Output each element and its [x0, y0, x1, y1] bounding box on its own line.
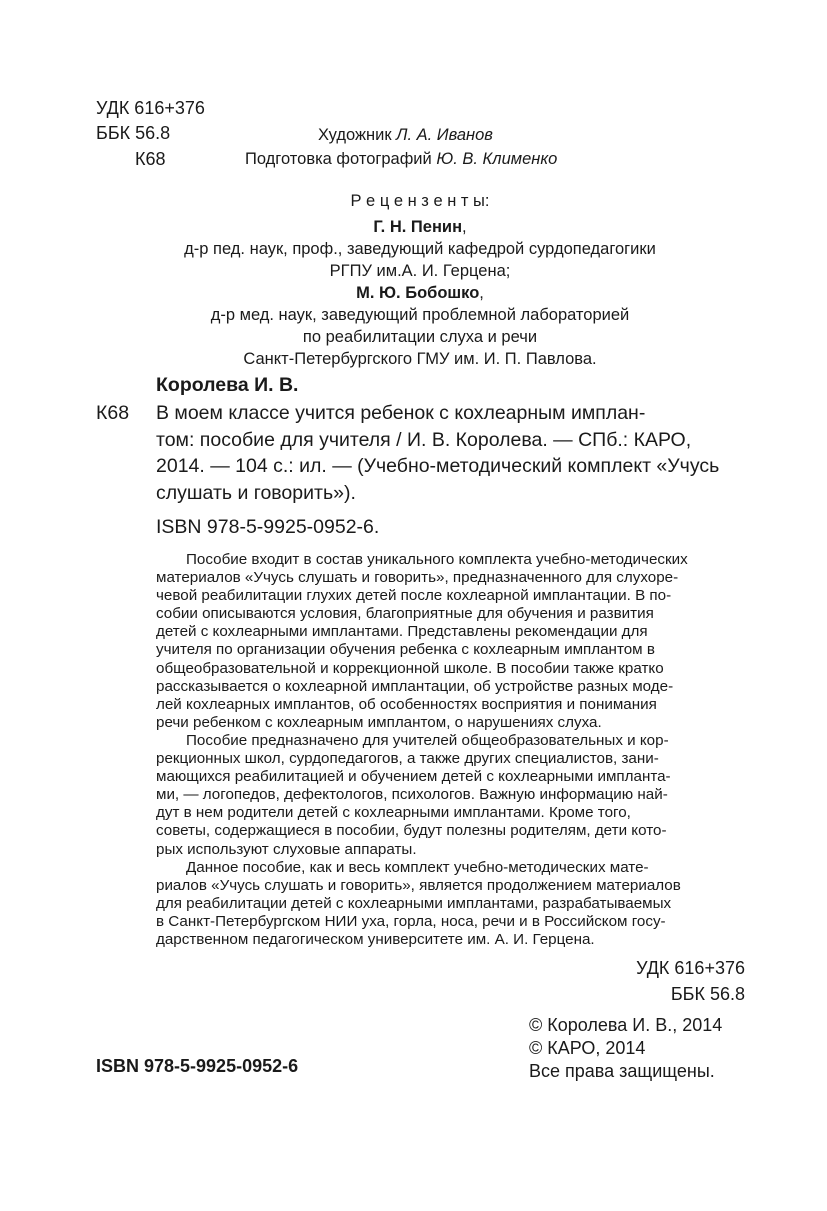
abstract-line: рых используют слуховые аппараты. — [156, 840, 417, 858]
entry-mark: К68 — [96, 402, 130, 424]
abstract-line: рассказывается о кохлеарной имплантации, об устройстве разных моде- — [156, 677, 674, 695]
abstract-line: чевой реабилитации глухих детей после кохлеарной имплантации. В по- — [156, 587, 672, 605]
entry-author: Королева И. В. — [156, 374, 299, 396]
reviewers-block — [140, 190, 700, 370]
reviewer1-name: Г. Н. Пенин — [373, 218, 463, 236]
copyright-publisher: © КАРО, 2014 — [529, 1038, 646, 1058]
abstract-line: речи ребенком с кохлеарным имплантом, о нарушениях слуха. — [156, 713, 602, 731]
entry-line: том: пособие для учителя / И. В. Королева. — СПб.: КАРО, — [156, 428, 692, 451]
isbn-bold: ISBN 978-5-9925-0952-6 — [96, 1056, 299, 1076]
reviewers-title: Р е ц е н з е н т ы: — [350, 192, 490, 210]
udk-code: УДК 616+376 — [96, 98, 205, 118]
entry-line: 2014. — 104 с.: ил. — (Учебно-методический комплект «Учусь — [156, 455, 720, 478]
abstract-line: риалов «Учусь слушать и говорить», является продолжением материалов — [156, 876, 681, 894]
reviewer2-line1: д-р мед. наук, заведующий проблемной лабораторией — [210, 306, 630, 324]
entry-line: слушать и говорить»). — [156, 481, 356, 504]
artist-credit — [318, 124, 493, 146]
abstract-paragraph-1 — [156, 551, 738, 732]
abstract-line: в Санкт-Петербургском НИИ уха, горла, носа, речи и в Российском госу- — [156, 912, 666, 930]
abstract-line: Данное пособие, как и весь комплект учебно-методических мате- — [186, 858, 649, 876]
reviewer1-line2: РГПУ им.А. И. Герцена; — [329, 262, 511, 280]
reviewer1-line1: д-р пед. наук, проф., заведующий кафедрой сурдопедагогики — [184, 240, 656, 258]
entry-description — [156, 400, 732, 506]
abstract-line: Пособие предназначено для учителей общеобразовательных и кор- — [186, 731, 669, 749]
abstract-line: Пособие входит в состав уникального комплекта учебно-методических — [186, 551, 688, 568]
entry-line: В моем классе учится ребенок с кохлеарным имплан- — [156, 402, 646, 424]
author-mark: К68 — [135, 149, 166, 169]
abstract-line: советы, содержащиеся в пособии, будут полезны родителям, дети кото- — [156, 822, 667, 840]
abstract-line: дут в нем родители детей с кохлеарными имплантами. Кроме того, — [156, 804, 631, 822]
abstract-line: рекционных школ, сурдопедагогов, а также других специалистов, зани- — [156, 750, 659, 768]
abstract-line: мающихся реабилитацией и обучением детей с кохлеарными импланта- — [156, 768, 671, 786]
abstract-line: детей с кохлеарными имплантами. Представлены рекомендации для — [156, 623, 648, 641]
reviewer2: М. Ю. Бобошко, — [356, 284, 484, 302]
photo-credit — [245, 148, 557, 170]
abstract-paragraph-2 — [156, 732, 738, 859]
photo-label: Подготовка фотографий — [245, 150, 432, 168]
abstract-line: для реабилитации детей с кохлеарными имплантами, разрабатываемых — [156, 894, 672, 912]
abstract-paragraph-3 — [156, 859, 738, 949]
bbk-code: ББК 56.8 — [96, 123, 171, 143]
reviewer2-name: М. Ю. Бобошко — [356, 284, 480, 302]
copyright-author: © Королева И. В., 2014 — [529, 1015, 723, 1035]
artist-name: Л. А. Иванов — [396, 126, 493, 144]
rights-reserved: Все права защищены. — [529, 1061, 715, 1081]
reviewer1: Г. Н. Пенин, — [373, 218, 467, 236]
abstract-line: учителя по организации обучения ребенка с кохлеарным имплантом в — [156, 641, 655, 659]
reviewer2-line3: Санкт-Петербургского ГМУ им. И. П. Павлова. — [243, 350, 597, 368]
photo-name: Ю. В. Клименко — [436, 150, 558, 168]
entry-isbn: ISBN 978-5-9925-0952-6. — [156, 516, 380, 538]
artist-label: Художник — [318, 126, 392, 144]
abstract-line: общеобразовательной и коррекционной школе. В пособии также кратко — [156, 659, 664, 677]
abstract-line: собии описываются условия, благоприятные для обучения и развития — [156, 605, 654, 623]
abstract-line: материалов «Учусь слушать и говорить», предназначенного для слухоре- — [156, 569, 679, 587]
abstract-line: ми, — логопедов, дефектологов, психологов. Важную информацию най- — [156, 786, 668, 804]
abstract — [156, 551, 738, 949]
footer-bbk: ББК 56.8 — [670, 984, 745, 1004]
abstract-line: дарственном педагогическом университете им. А. И. Герцена. — [156, 930, 595, 948]
footer-udk: УДК 616+376 — [636, 958, 745, 978]
abstract-line: лей кохлеарных имплантов, об особенностях восприятия и понимания — [156, 695, 657, 713]
reviewer2-line2: по реабилитации слуха и речи — [302, 328, 538, 346]
